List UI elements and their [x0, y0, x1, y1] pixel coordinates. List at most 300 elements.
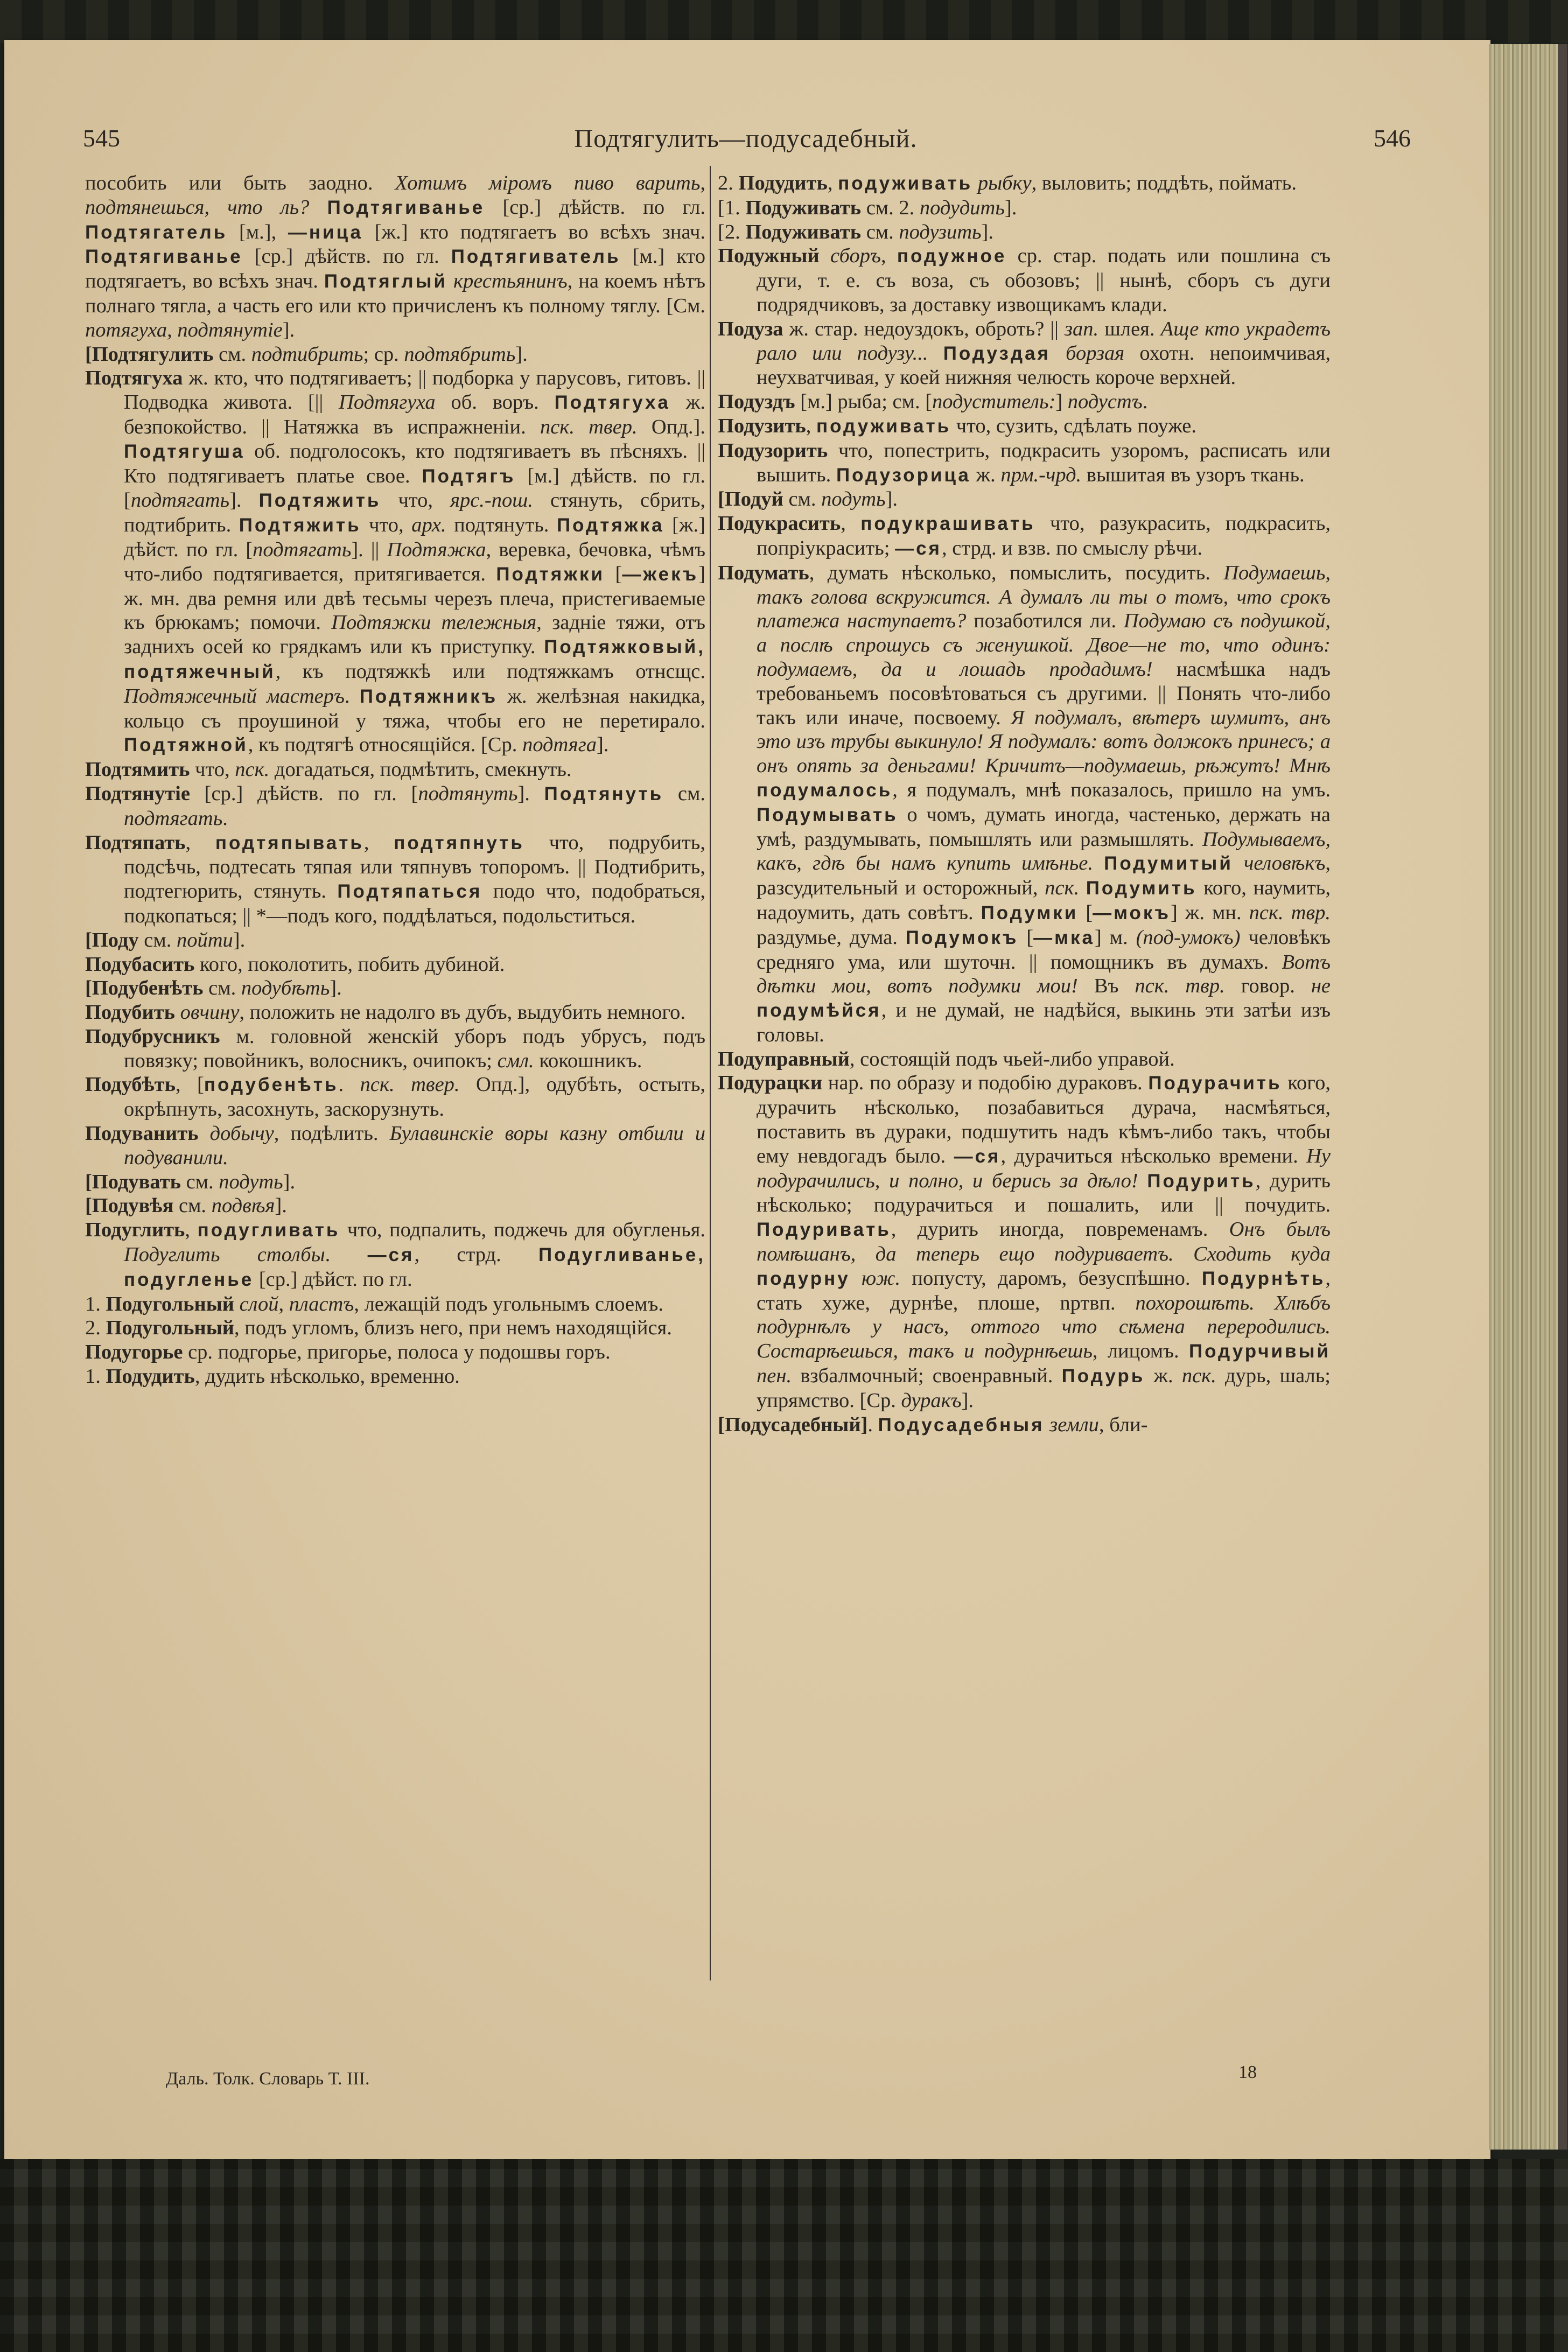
entry-text: что, [361, 514, 412, 537]
entry-text: говор. [1224, 975, 1311, 998]
headword: Подтягуха [554, 392, 670, 414]
entry-text: ]. [596, 733, 609, 757]
entry-text: что, подрубить, подсѣчь, подтесать тяпая или тяпнувъ топоромъ. || Подтибрить, подтегюрить, стянуть. [124, 831, 705, 903]
italic-text: Подумаю съ подушкой, а послѣ спрошусь съ женушкой. Двое—не то, что одинъ: подумаемъ, да и лошадь продадимъ! [757, 610, 1331, 681]
headword: Подтягиванье [327, 197, 485, 218]
entry-text [1233, 852, 1244, 874]
entry-text: кого, наумить, надоумить, дать совѣтъ. [757, 877, 1331, 924]
dictionary-entry [718, 487, 1331, 512]
entry-text: [ж.] дѣйст. по гл. [ [124, 514, 705, 561]
dictionary-entry [718, 220, 1331, 244]
headword: Подубѣть [85, 1073, 176, 1096]
dictionary-entry [85, 342, 705, 367]
headword: Подубить [85, 1001, 176, 1024]
entry-text: . [345, 684, 360, 708]
headword: [Подувать [85, 1170, 181, 1193]
headword: Подубрусникъ [85, 1025, 220, 1048]
entry-text: кого, дурачить нѣсколько, позабавиться дурача, насмѣяться, поставить въ дураки, подшутить надъ кѣмъ-либо такъ, чтобы ему невдогадъ было. [757, 1072, 1331, 1167]
italic-text: Хотимъ міромъ пиво варить, подтянешься, что ль? [85, 172, 705, 219]
page-stack-edges [1489, 44, 1567, 2150]
headword: Подужный [718, 244, 820, 268]
entry-text: см. [783, 488, 822, 511]
italic-text: слой [239, 1292, 279, 1315]
entry-text [1093, 852, 1104, 874]
entry-text: , думать нѣсколько, помыслить, посудить. [809, 561, 1224, 584]
dictionary-entry [718, 1071, 1331, 1412]
italic-text: потягуха, подтянутіе [85, 318, 283, 341]
entry-text: , и не думай, не надѣйся, выкинь эти затѣи изъ головы. [757, 999, 1331, 1046]
entry-text: , лежащій подъ угольнымъ слоемъ. [354, 1292, 663, 1315]
italic-text: подвѣя [211, 1194, 275, 1217]
right-column [718, 171, 1331, 1437]
headword: Подумитый [1104, 853, 1233, 874]
entry-text: 1. [85, 1365, 106, 1388]
italic-text: юж. [862, 1266, 901, 1290]
entry-text: . [1142, 390, 1148, 414]
entry-text: [2. [718, 220, 746, 243]
dictionary-entry [85, 976, 705, 1000]
entry-text: ж. [1145, 1364, 1182, 1388]
entry-text: см. 2. [861, 196, 920, 219]
entry-text: об. подголосокъ, кто подтягиваетъ въ пѣсняхъ. || Кто подтягиваетъ платье свое. [124, 439, 705, 487]
entry-text: , положить не надолго въ дубъ, выдубить немного. [239, 1001, 686, 1024]
entry-text: , бли- [1098, 1413, 1148, 1436]
italic-text: сборъ [830, 244, 881, 268]
entry-text: , дурачиться нѣсколько времени. [1000, 1144, 1307, 1167]
entry-text [234, 1293, 240, 1315]
entry-text: что, подпалить, поджечь для обугленья. [340, 1219, 705, 1242]
scan-background-top [0, 0, 1568, 43]
dictionary-entry [718, 1413, 1331, 1438]
dictionary-entry [85, 1340, 705, 1364]
entry-text: . [222, 807, 228, 830]
italic-text: Онъ былъ помѣшанъ, да теперь ещо подуриваетъ. Сходить куда [757, 1218, 1331, 1266]
italic-text: пск. [1181, 1364, 1216, 1388]
dictionary-entry [718, 414, 1331, 439]
column-divider [710, 166, 711, 1980]
italic-text: подузить [899, 220, 982, 243]
entry-text: нар. по образу и подобію дураковъ. [822, 1072, 1149, 1095]
headword: [Подусадебный] [718, 1413, 868, 1436]
entry-text: [ [1018, 926, 1034, 949]
entry-text: ]. [283, 1170, 296, 1193]
headword: Подурчивый [1188, 1341, 1331, 1362]
headword: Подуванить [85, 1122, 199, 1145]
entry-text: , дурить нѣсколько; подурачиться и пошалить, или || почудить. [757, 1169, 1331, 1217]
headword: Подудить [738, 172, 828, 194]
dictionary-entry [85, 171, 705, 342]
signature-number: 18 [1238, 2062, 1257, 2082]
entry-text: [ж.] кто подтягаетъ во всѣхъ знач. [363, 220, 705, 243]
entry-text: [м.] рыба; см. [ [795, 390, 933, 414]
headword: Подтяжникъ [359, 685, 498, 707]
headword: Подтягиватель [451, 246, 621, 268]
italic-text: Аще кто украдетъ рало или подузу... [757, 317, 1331, 365]
italic-text: пск. твр. [1249, 901, 1331, 924]
italic-text: Подтяжки тележныя [331, 611, 537, 634]
headword: Подудить [106, 1365, 195, 1388]
entry-text: , веревка, бечовка, чѣмъ что-либо подтягивается, притягивается. [124, 538, 705, 585]
entry-text: дурь, шаль; упрямство. [Ср. [757, 1364, 1331, 1412]
italic-text: дуракъ [901, 1389, 962, 1412]
entry-text [447, 270, 453, 292]
entry-text: , [185, 1219, 198, 1242]
entry-text: ; ср. [363, 342, 404, 366]
entry-text: , [880, 244, 897, 268]
entry-text: [ср.] дѣйств. по гл. [485, 195, 706, 219]
headword: подугливать [197, 1220, 340, 1241]
entry-text: Опд.]. [637, 415, 705, 438]
dictionary-entry [718, 317, 1331, 390]
dictionary-entry [85, 831, 705, 928]
italic-text: прм.-чрд. [1000, 463, 1082, 486]
italic-text: ярс.-пош. [450, 489, 533, 512]
dictionary-entry [85, 1292, 705, 1317]
headword: Подумать [718, 561, 809, 584]
italic-text: пск. [1045, 877, 1080, 900]
entry-text: догадаться, подмѣтить, смекнуть. [269, 758, 572, 781]
entry-text: , задніе тяжи, отъ заднихъ осей ко грядкамъ или къ приступку. [124, 611, 705, 659]
entry-text: , [278, 1292, 289, 1315]
entry-text: ]. [330, 977, 342, 1000]
headword: Подтягъ [422, 465, 516, 487]
italic-text: похорошѣть. Хлѣбъ подурнѣлъ у насъ, оттого что сѣмена переродились. Состарѣешься, такъ и подурнѣешь [757, 1291, 1331, 1363]
headword: Подтягуха [85, 367, 183, 390]
entry-text [1138, 1170, 1147, 1192]
italic-text: Подумываемъ, какъ, гдѣ бы намъ купить имѣнье. [757, 828, 1331, 875]
dictionary-entry [85, 1122, 705, 1170]
entry-text: м. головной женскій уборъ подъ убрусъ, подъ повязку; повойникъ, волосникъ, очипокъ; [124, 1025, 705, 1072]
entry-text: [ср.] дѣйств. по гл. [ [190, 782, 418, 805]
italic-text: пластъ [289, 1292, 354, 1315]
italic-text: пен. [757, 1364, 792, 1388]
entry-text: кокошникъ. [534, 1049, 642, 1072]
entry-text: . [338, 1073, 360, 1096]
entry-text: 2. [85, 1317, 106, 1340]
headword: Подурнѣть [1201, 1268, 1326, 1289]
headword: Подурацки [718, 1072, 823, 1095]
headword: Подтяжной [124, 734, 248, 756]
dictionary-entry [85, 1364, 705, 1389]
italic-text: подудить [919, 196, 1005, 219]
entry-text: ] [1055, 390, 1068, 414]
entry-text: , [827, 172, 838, 194]
italic-text: подуть [219, 1170, 283, 1193]
entry-text: , дурить иногда, повременамъ. [891, 1218, 1229, 1241]
entry-text: , стрд. [414, 1243, 538, 1266]
dictionary-entry [85, 928, 705, 953]
entry-text: , подъ угломъ, близъ него, при немъ находящійся. [234, 1317, 672, 1340]
italic-text: подуть [821, 488, 886, 511]
dictionary-entry [85, 953, 705, 977]
entry-text: взбалмочный; своенравный. [792, 1364, 1062, 1388]
entry-text: , стрд. и взв. по смыслу рѣчи. [941, 536, 1202, 559]
headword: [Подувѣя [85, 1194, 174, 1217]
headword: [Подуй [718, 488, 783, 511]
dictionary-entry [718, 171, 1331, 196]
italic-text: Подумаешь, такъ голова вскружится. А думалъ ли ты о томъ, что срокъ платежа наступаетъ? [757, 561, 1331, 633]
running-title: Подтягулить—подусадебный. [574, 124, 918, 153]
entry-text [850, 1267, 862, 1290]
entry-text: что, сузить, сдѣлать поуже. [951, 414, 1197, 437]
entry-text: ]. [229, 489, 259, 512]
italic-text: подуститель: [932, 390, 1056, 414]
headword: —жекъ [622, 563, 699, 585]
headword: Подугольный [106, 1292, 234, 1315]
entry-text: , разсудительный и осторожный, [757, 852, 1331, 900]
entry-text [199, 1122, 210, 1145]
italic-text: пск. [235, 758, 270, 781]
headword: Подтяжковый, подтяжечный [124, 636, 705, 682]
entry-text: , я подумалъ, мнѣ показалось, пришло на умъ. [892, 778, 1331, 801]
headword: Подуза [718, 317, 783, 340]
headword: Подубасить [85, 953, 195, 976]
headword: Подугольный [106, 1317, 234, 1340]
entry-text: [ [605, 562, 622, 585]
italic-text: Подтягуха [339, 391, 436, 414]
italic-text: арх. [411, 514, 446, 537]
entry-text: см. [173, 1194, 212, 1217]
entry-text [820, 244, 830, 267]
entry-text: ]. || [351, 538, 387, 561]
entry-text: ж. безпокойство. || Натяжка въ испражненіи. [124, 391, 705, 438]
italic-text: подтягать [253, 538, 352, 561]
entry-text: ]. [1004, 196, 1017, 219]
entry-text: . [325, 1243, 368, 1266]
entry-text: подо что, подобраться, подкопаться; || *—подъ кого, поддѣлаться, подольститься. [124, 880, 705, 927]
entry-text: Опд.], одубѣть, остыть, окрѣпнуть, засохнуть, заскорузнуть. [124, 1073, 706, 1121]
entry-text: [ [1078, 901, 1093, 924]
italic-text: рыбку [977, 172, 1032, 194]
entry-text: 1. [85, 1292, 106, 1315]
entry-text: об. воръ. [435, 391, 555, 414]
entry-text: ]. [517, 782, 544, 805]
entry-text: стянуть, сбрить, подтибрить. [124, 489, 706, 537]
headword: Подусадебныя [878, 1414, 1045, 1436]
dictionary-entry [718, 439, 1331, 488]
headword: Подурь [1061, 1366, 1145, 1387]
entry-text: , [185, 831, 215, 854]
entry-text: шлея. [1098, 317, 1161, 340]
headword: подуживать [838, 173, 973, 194]
entry-text: ]. [885, 488, 898, 511]
dictionary-entry [85, 782, 705, 831]
entry-text: ср. подгорье, пригорье, полоса у подошвы горъ. [183, 1341, 611, 1364]
headword: Подтямить [85, 758, 190, 781]
entry-text: что, [381, 489, 451, 512]
headword: Подтяжки [496, 563, 605, 585]
entry-text: , на коемъ нѣтъ полнаго тягла, а часть его или кто причисленъ къ полному тяглу. [См. [85, 270, 705, 317]
dictionary-entry [85, 1073, 705, 1122]
entry-text: см. [180, 1170, 219, 1193]
dictionary-entry [85, 1218, 705, 1292]
headword: подубенѣть [204, 1074, 339, 1096]
entry-text [309, 196, 327, 219]
dictionary-entry [718, 512, 1331, 561]
entry-text: ж. [970, 463, 1001, 486]
headword: Подумить [1086, 878, 1197, 899]
italic-text: подтяга [522, 733, 597, 757]
headword: Подузорица [836, 464, 971, 486]
italic-text: борзая [1066, 341, 1125, 365]
entry-text: кого, поколотить, побить дубиной. [194, 953, 505, 976]
dictionary-entry [718, 561, 1331, 1047]
italic-text: земли [1049, 1413, 1099, 1436]
headword: —ся [367, 1244, 415, 1266]
headword: Подтяжка [556, 515, 664, 536]
headword: Подумки [981, 902, 1079, 923]
headword: Подуздъ [718, 390, 795, 414]
dictionary-entry [85, 1194, 705, 1218]
entry-text: пособить или быть заодно. [85, 172, 395, 194]
headword: Подтяжить [239, 515, 361, 536]
entry-text: 2. [718, 172, 739, 194]
italic-text: подубѣть [241, 977, 330, 1000]
headword: Подтяжить [258, 490, 381, 512]
entry-text: ж. желѣзная накидка, кольцо съ проушиной у тяжа, чтобы его не перетирало. [124, 684, 705, 732]
italic-text: пск. твр. [1135, 975, 1225, 998]
italic-text: Подтяжечный мастеръ [124, 684, 345, 708]
entry-text: ]. [961, 1389, 974, 1412]
entry-text: ]. [282, 318, 295, 341]
dictionary-entry [718, 196, 1331, 220]
italic-text: не [1311, 975, 1331, 998]
entry-text: ]. [981, 220, 993, 243]
italic-text: подтягать [124, 807, 223, 830]
entry-text: что, попестрить, подкрасить узоромъ, расписать или вышить. [757, 439, 1331, 486]
entry-text: позаботился ли. [966, 610, 1124, 633]
entry-text: , выловить; поддѣть, поймать. [1031, 172, 1297, 194]
entry-text: ср. стар. подать или пошлина съ дуги, т. е. съ воза, съ обозовъ; || нынѣ, сборъ съ дуги подрядчиковъ, за доставку извощикамъ клади. [757, 244, 1331, 316]
entry-text: человѣкъ средняго ума, или шуточн. || помощникъ въ думахъ. [757, 926, 1331, 974]
headword: Подуправный [718, 1047, 850, 1070]
italic-text: подтянуть [418, 782, 518, 805]
headword: Подуривать [757, 1219, 891, 1241]
italic-text: смл. [497, 1049, 534, 1072]
headword: Подуживать [745, 220, 862, 243]
entry-text: о чомъ, думать иногда, частенько, держать на умѣ, раздумывать, помышлять или размышлять. [757, 803, 1331, 851]
entry-text [175, 1001, 180, 1024]
italic-text: подустъ [1067, 390, 1143, 414]
entry-text: подтянуть. [446, 514, 557, 537]
entry-text: вышитая въ узоръ ткань. [1081, 463, 1305, 486]
headword: —мокъ [1093, 902, 1171, 923]
headword: —ся [895, 537, 942, 559]
italic-text: подтибрить [251, 342, 363, 366]
dictionary-entry [85, 758, 705, 782]
headword: —ся [954, 1145, 1001, 1167]
entry-text [928, 342, 943, 365]
headword: подуживать [816, 415, 951, 437]
headword: [Поду [85, 928, 139, 951]
entry-text: , [841, 512, 861, 535]
dictionary-entry [85, 1025, 705, 1073]
italic-text: Подуглить столбы [124, 1243, 325, 1266]
entry-text: см. [213, 342, 251, 366]
headword: Подуживать [745, 196, 862, 219]
headword: Подтягиванье [85, 246, 243, 268]
italic-text: добычу [209, 1122, 274, 1145]
dictionary-entry [85, 1170, 705, 1194]
italic-text: Вотъ дѣтки мои, вотъ подумки мои! [757, 950, 1331, 998]
headword: Подумывать [757, 804, 898, 825]
entry-text: ] м. [1094, 926, 1136, 949]
entry-text: насмѣшка надъ требованьемъ посовѣтоваться съ другими. || Понять что-либо такъ или иначе, посвоему. [757, 657, 1331, 729]
entry-text: , [ [175, 1073, 204, 1096]
headword: Подурить [1147, 1170, 1256, 1192]
printer-signature: Даль. Толк. Словарь Т. III. [166, 2069, 370, 2089]
headword: подукрашивать [860, 513, 1035, 535]
entry-text: , лицомъ. [1092, 1340, 1189, 1363]
italic-text: Ну подурачились, и полно, и берись за дѣло! [757, 1144, 1331, 1192]
headword: Подуздая [943, 342, 1051, 364]
italic-text: Булавинскіе воры казну отбили и подуванили. [124, 1122, 705, 1169]
entry-text: ж. кто, что подтягиваетъ; || подборка у парусовъ, гитовъ. || Подводка живота. [|| [124, 367, 705, 414]
entry-text: [1. [718, 196, 746, 219]
entry-text: попусту, даромъ, безуспѣшно. [900, 1266, 1202, 1290]
italic-text: пск. твер. [540, 415, 638, 438]
italic-text: человѣкъ [1244, 852, 1326, 875]
headword: Подтягатель [85, 221, 228, 243]
headword: подумалось [757, 779, 893, 801]
headword: Подумокъ [905, 927, 1019, 948]
italic-text: пск. твер. [360, 1073, 460, 1096]
entry-text: см. [663, 782, 706, 805]
entry-text: см. [861, 220, 899, 243]
entry-text: см. [138, 928, 177, 951]
entry-text: Въ [1077, 975, 1135, 998]
left-column [85, 171, 705, 1389]
entry-text: что, [190, 758, 235, 781]
entry-text [1079, 877, 1086, 899]
headword: подужное [897, 246, 1007, 267]
entry-text: что, разукрасить, подкрасить, попріукрасить; [757, 512, 1331, 559]
headword: Подуглить [85, 1219, 185, 1242]
entry-text: охотн. непоимчивая, неухватчивая, у коей нижняя челюсть короче верхней. [757, 341, 1331, 389]
entry-text: ]. [233, 928, 246, 951]
italic-text: зап. [1064, 317, 1099, 340]
headword: Подтяпаться [337, 881, 482, 902]
headword: [Подтягулить [85, 342, 214, 366]
headword: подурну [757, 1268, 850, 1289]
headword: Подукрасить [718, 512, 841, 535]
italic-text: подтягать [130, 489, 230, 512]
headword: Подугорье [85, 1341, 183, 1364]
entry-text: , къ подтягѣ относящійся. [Ср. [248, 733, 523, 757]
entry-text: ] ж. мн. [1170, 901, 1249, 924]
running-head [81, 124, 1411, 162]
entry-text: [ср.] дѣйст. по гл. [254, 1268, 412, 1291]
dictionary-entry [85, 1000, 705, 1025]
headword: Подугливанье, подугленье [124, 1244, 706, 1290]
entry-text: [м.] кто подтягаетъ, во всѣхъ знач. [85, 245, 705, 293]
entry-text: . [867, 1413, 878, 1436]
page-number-left: 545 [83, 124, 120, 152]
entry-text: , стать хуже, дурнѣе, плоше, nртвп. [757, 1266, 1331, 1314]
headword: Подтяпать [85, 831, 186, 854]
italic-text: Я подумалъ, вѣтеръ шумитъ, анъ это изъ трубы выкинуло! Я подумалъ: вотъ должокъ принесъ; а онъ опять за деньгами! Кричитъ—подумаешь, рѣжутъ! Мнѣ [757, 706, 1331, 778]
headword: Подузорить [718, 439, 828, 462]
headword: подтяпнуть [394, 832, 524, 853]
headword: Подтянутіе [85, 782, 190, 805]
headword: подтяпывать [215, 832, 364, 853]
italic-text: пойти [176, 928, 233, 951]
entry-text: [м.] дѣйств. по гл. [ [124, 464, 705, 512]
italic-text: подтябрить [404, 342, 516, 366]
entry-text: ] ж. мн. два ремня или двѣ тесьмы черезъ плеча, пристегиваемые къ брюкамъ; помочи. [124, 562, 705, 634]
entry-text: , къ подтяжкѣ или подтяжкамъ отнсщс. [275, 660, 705, 683]
dictionary-entry [718, 1047, 1331, 1072]
